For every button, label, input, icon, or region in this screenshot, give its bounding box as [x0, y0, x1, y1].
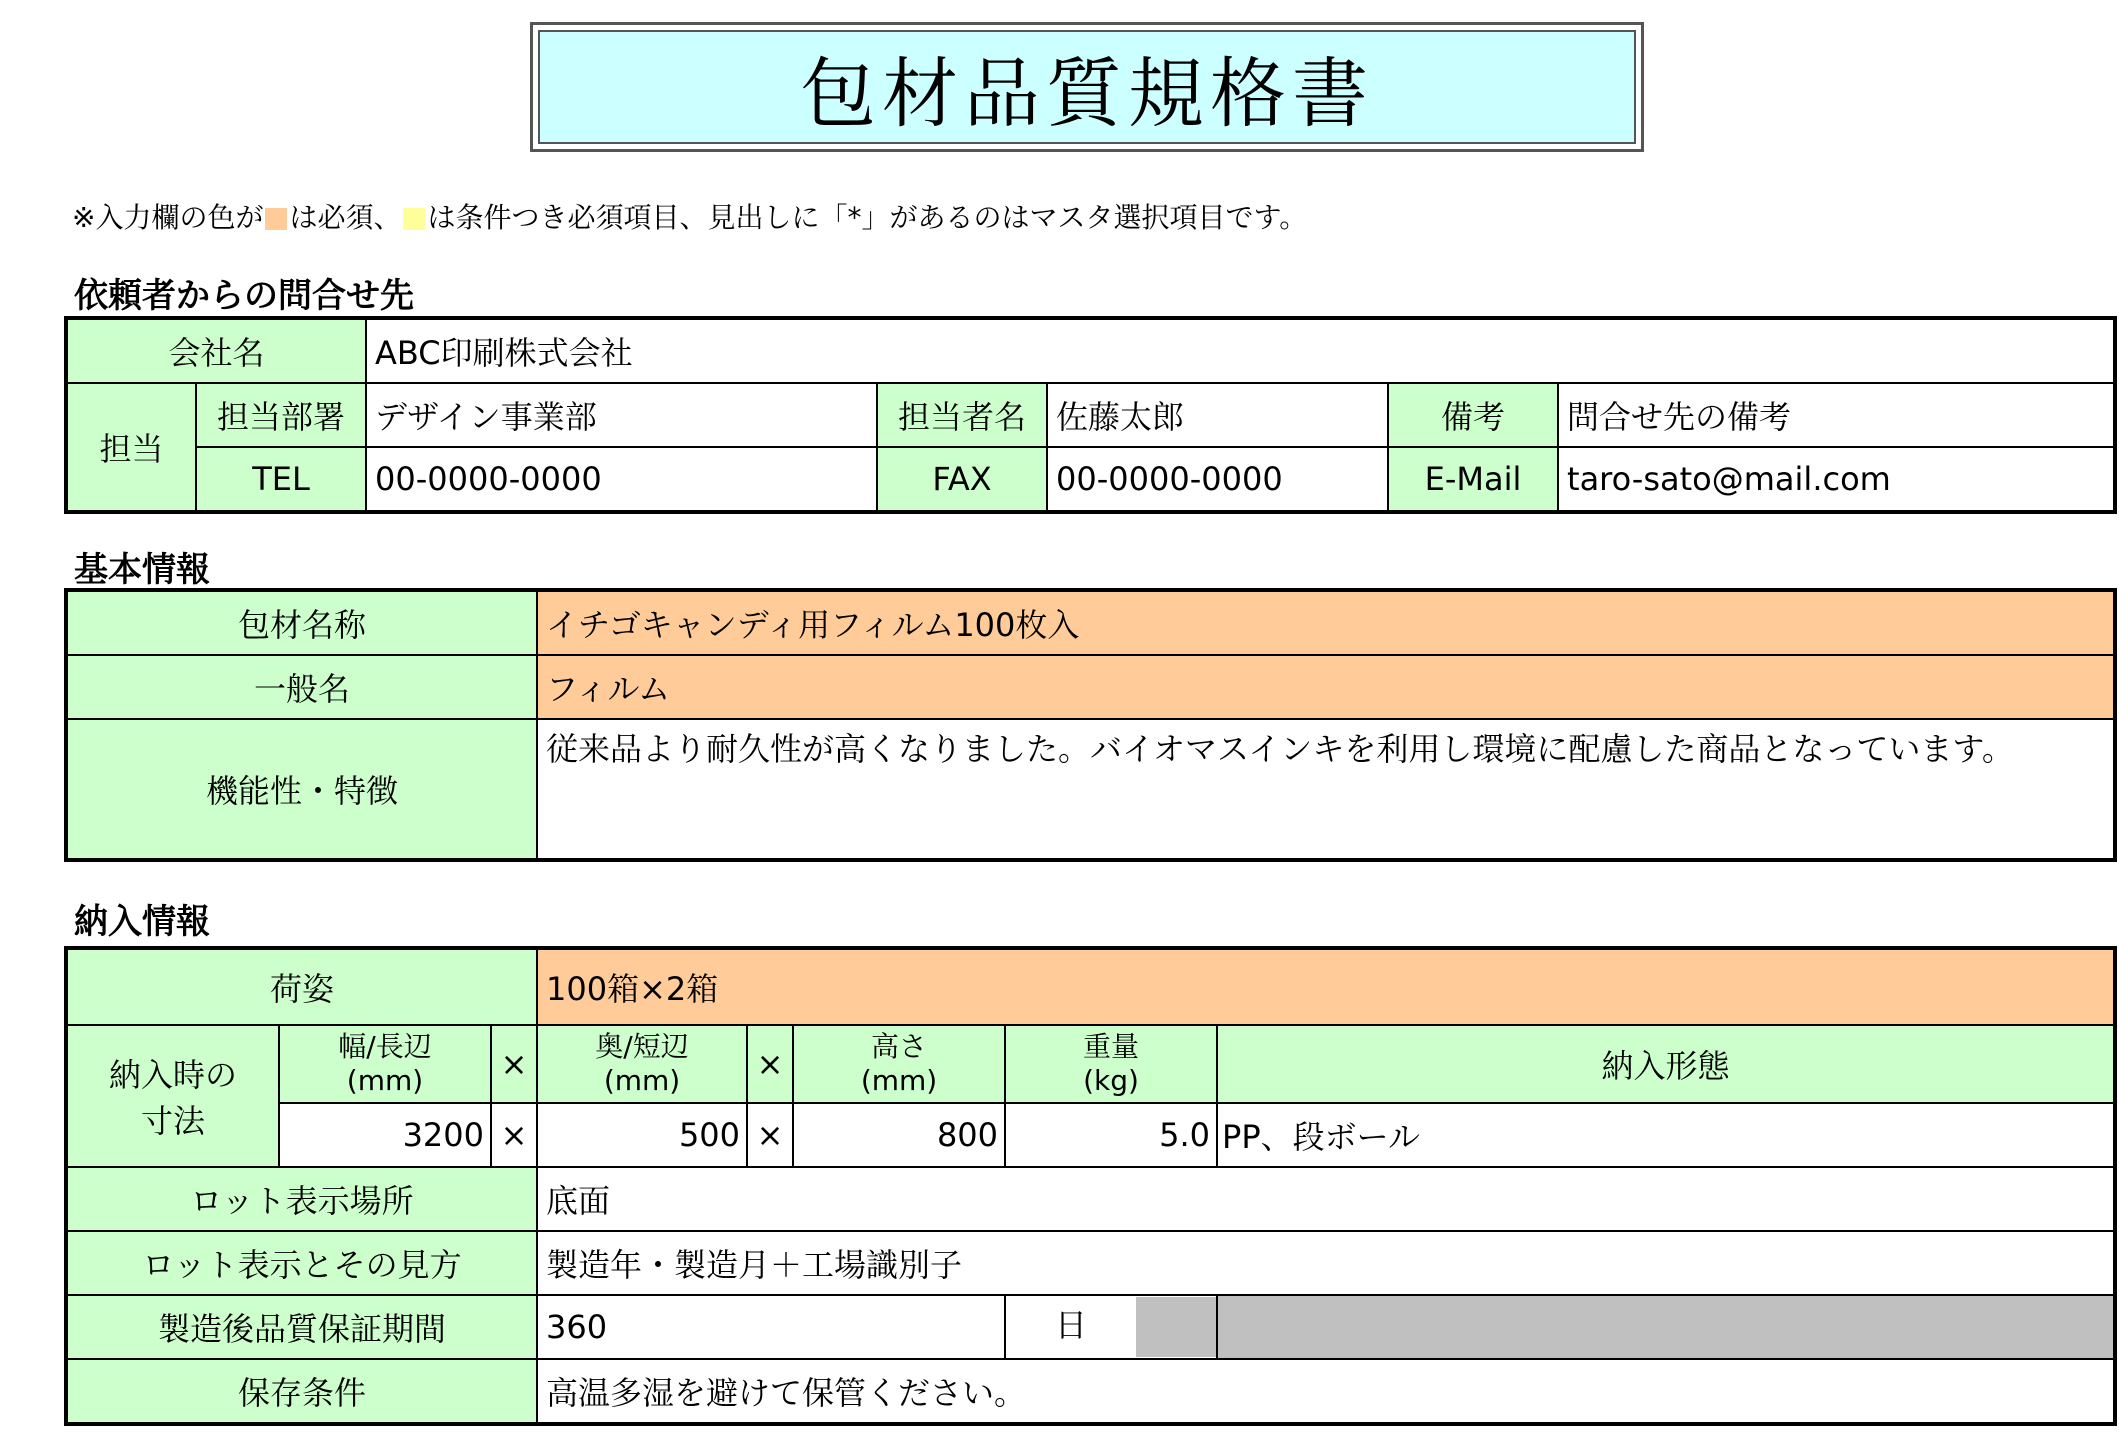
warranty-unused-area [1217, 1295, 2114, 1359]
remarks-label: 備考 [1388, 383, 1558, 447]
lot-method-field[interactable]: 製造年・製造月＋工場識別子 [537, 1231, 2114, 1295]
warranty-unit-cell [1005, 1295, 1217, 1359]
document-title: 包材品質規格書 [538, 30, 1636, 144]
depth-unit: (mm) [603, 1064, 681, 1097]
name-field[interactable]: イチゴキャンディ用フィルム100枚入 [537, 591, 2114, 655]
depth-field[interactable]: 500 [537, 1103, 747, 1167]
features-field[interactable]: 従来品より耐久性が高くなりました。バイオマスインキを利用し環境に配慮した商品となっています。 [537, 719, 2114, 859]
height-label: 高さ [871, 1030, 928, 1064]
title-frame [530, 22, 1644, 152]
delivery-table [66, 948, 2115, 1424]
note-mid: は必須、 [289, 201, 402, 234]
warranty-label: 製造後品質保証期間 [67, 1295, 537, 1359]
contact-heading: 依頼者からの問合せ先 [74, 276, 414, 316]
warranty-blank [1136, 1297, 1217, 1357]
times-sign-2: × [747, 1025, 793, 1103]
company-label: 会社名 [67, 319, 366, 383]
warranty-unit: 日 [1055, 1306, 1088, 1344]
general-field[interactable]: フィルム [537, 655, 2114, 719]
dept-field[interactable]: デザイン事業部 [366, 383, 877, 447]
times-sign-4: × [747, 1103, 793, 1167]
input-color-note [72, 196, 1307, 236]
note-prefix: ※入力欄の色が [72, 201, 264, 234]
person-field[interactable]: 佐藤太郎 [1047, 383, 1388, 447]
depth-label: 奥/短辺 [595, 1030, 689, 1064]
required-color-swatch [265, 208, 287, 230]
weight-unit: (kg) [1083, 1064, 1139, 1097]
dims-label [67, 1025, 279, 1167]
weight-field[interactable]: 5.0 [1005, 1103, 1217, 1167]
depth-header [537, 1025, 747, 1103]
contact-table [66, 318, 2115, 512]
company-field[interactable]: ABC印刷株式会社 [366, 319, 2114, 383]
note-suffix: は条件つき必須項目、見出しに「*」があるのはマスタ選択項目です。 [427, 201, 1308, 234]
packing-label: 荷姿 [67, 949, 537, 1025]
email-field[interactable]: taro-sato@mail.com [1558, 447, 2114, 511]
tel-label: TEL [196, 447, 366, 511]
height-unit: (mm) [860, 1064, 938, 1097]
form-field[interactable]: PP、段ボール [1217, 1103, 2114, 1167]
conditional-color-swatch [403, 208, 425, 230]
height-header [793, 1025, 1005, 1103]
tanto-label: 担当 [67, 383, 196, 511]
basic-table [66, 590, 2115, 860]
name-label: 包材名称 [67, 591, 537, 655]
storage-label: 保存条件 [67, 1359, 537, 1423]
weight-header [1005, 1025, 1217, 1103]
times-sign-3: × [491, 1103, 537, 1167]
fax-label: FAX [877, 447, 1047, 511]
lot-place-field[interactable]: 底面 [537, 1167, 2114, 1231]
lot-place-label: ロット表示場所 [67, 1167, 537, 1231]
dims-label-line2: 寸法 [140, 1102, 205, 1140]
warranty-field[interactable]: 360 [537, 1295, 1005, 1359]
features-label: 機能性・特徴 [67, 719, 537, 859]
email-label: E-Mail [1388, 447, 1558, 511]
basic-heading: 基本情報 [74, 550, 210, 590]
general-label: 一般名 [67, 655, 537, 719]
width-header [279, 1025, 491, 1103]
dept-label: 担当部署 [196, 383, 366, 447]
form-label: 納入形態 [1217, 1025, 2114, 1103]
width-field[interactable]: 3200 [279, 1103, 491, 1167]
remarks-field[interactable]: 問合せ先の備考 [1558, 383, 2114, 447]
width-label: 幅/長辺 [338, 1030, 432, 1064]
tel-field[interactable]: 00-0000-0000 [366, 447, 877, 511]
fax-field[interactable]: 00-0000-0000 [1047, 447, 1388, 511]
dims-label-line1: 納入時の [108, 1056, 237, 1094]
storage-field[interactable]: 高温多湿を避けて保管ください。 [537, 1359, 2114, 1423]
height-field[interactable]: 800 [793, 1103, 1005, 1167]
person-label: 担当者名 [877, 383, 1047, 447]
width-unit: (mm) [346, 1064, 424, 1097]
weight-label: 重量 [1083, 1030, 1140, 1064]
lot-method-label: ロット表示とその見方 [67, 1231, 537, 1295]
delivery-heading: 納入情報 [74, 902, 210, 942]
times-sign-1: × [491, 1025, 537, 1103]
packing-field[interactable]: 100箱×2箱 [537, 949, 2114, 1025]
